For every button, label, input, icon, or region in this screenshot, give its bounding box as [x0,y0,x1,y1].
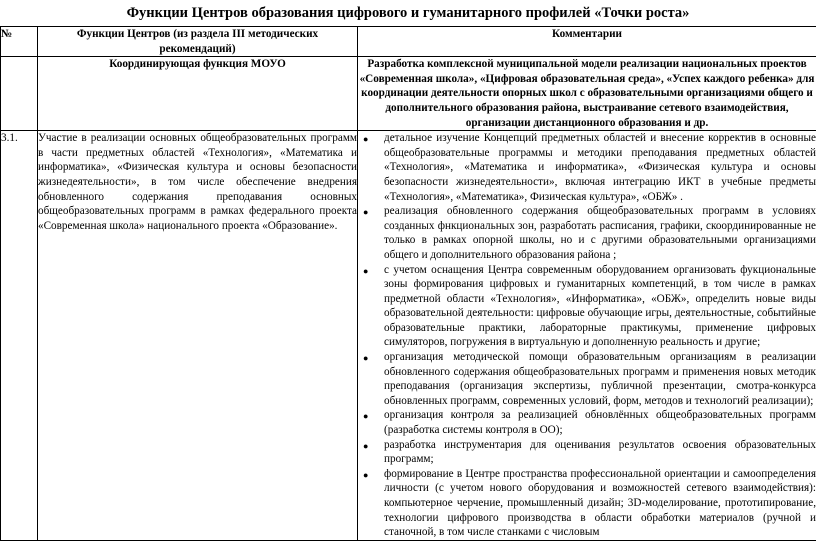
list-item-text: организация контроля за реализацией обновлённых общеобразовательных программ (разработка системы контроля в ОО); [384,409,816,437]
list-item-text: детальное изучение Концепций предметных областей и внесение корректив в основные общеобразовательные программы и методики преподавания предметных областей «Технология», «Математика и информатика», «Физическая культура и основы безопасности жизнедеятельности», включая интеграцию ИКТ в учебные предметы «Технология», «Математика», Физическая культура», «ОБЖ» . [384,132,816,203]
list-item-text: с учетом оснащения Центра современным оборудованием организовать фукциональные зоны формирования цифровых и гуманитарных компетенций, в том числе в рамках предметной области «Технология», «Информатика», «ОБЖ», определить новые виды образовательной деятельности: цифровые обучающие игры, деятельностные, событийные образовательные практики, лабораторные практикумы, применение цифровых симуляторов, погружения в виртуальную и дополненную реальность и другие; [384,263,816,349]
functions-table [0,26,816,541]
bullet-dot-icon: ● [363,134,369,145]
list-item-text: реализация обновленного содержания общеобразовательных программ в условиях созданных фнкциональных зон, разработать расписания, графики, скоординированные не только в рамках опорной школы, но и с другими образовательными организациями общего и дополнительного образования района ; [384,205,816,261]
bullet-dot-icon: ● [363,440,369,451]
bullet-dot-icon: ● [363,469,369,480]
comments-list [358,131,816,540]
subheader-empty-cell [1,57,38,131]
bullet-dot-icon: ● [363,207,369,218]
row-function-text: Участие в реализации основных общеобразовательных программ в части предметных областей «Технология», «Математика и информатика», «Физическая культура и основы безопасности жизнедеятельности», в том числе обеспечение внедрения обновленного содержания преподавания основных общеобразовательных программ в рамках федерального проекта «Современная школа» национального проекта «Образование». [38,131,358,541]
bullet-dot-icon: ● [363,353,369,364]
subheader-comment: Разработка комплексной муниципальной модели реализации национальных проектов «Современная школа», «Цифровая образовательная среда», «Успех каждого ребенка» для координации деятельности опорных школ с образовательными организациями общего и дополнительного образования района, выстраивание сетевого взаимодействия, организации дистанционного образования и др. [358,57,816,131]
list-item [363,131,816,204]
list-item [363,204,816,262]
list-item-text: формирование в Центре пространства профессиональной ориентации и самоопределения личности (с учетом нового оборудования и возможностей сетевого взаимодействия): компьютерное черчение, промышленный дизайн; 3D-моделирование, прототипирование, технологии цифрового производства в области обработки материалов (ручной и станочной, в том числе станками с числовым [384,467,816,539]
table-row [1,131,816,541]
header-comments: Комментарии [358,27,816,57]
list-item [363,263,816,351]
header-number: № [1,27,38,57]
subheader-function: Координирующая функция МОУО [38,57,358,131]
list-item [363,438,816,467]
table-header-row [1,27,816,57]
list-item [363,350,816,408]
header-functions: Функции Центров (из раздела III методических рекомендаций) [38,27,358,57]
list-item [363,467,816,540]
table-subheader-row [1,57,816,131]
row-number: 3.1. [1,131,38,541]
list-item-text: разработка инструментария для оценивания результатов освоения образовательных программ; [384,438,816,466]
list-item-text: организация методической помощи образовательным организациям в реализации обновленного содержания общеобразовательных программ и применения новых методик преподавания (организация экспертизы, публичной презентации, смотра-конкурса обновленных программ, современных условий, форм, методов и технологий реализации); [384,351,816,407]
bullet-dot-icon: ● [363,411,369,422]
document-title: Функции Центров образования цифрового и гуманитарного профилей «Точки роста» [126,5,690,21]
row-comments-cell [358,131,816,541]
bullet-dot-icon: ● [363,265,369,276]
list-item [363,408,816,437]
